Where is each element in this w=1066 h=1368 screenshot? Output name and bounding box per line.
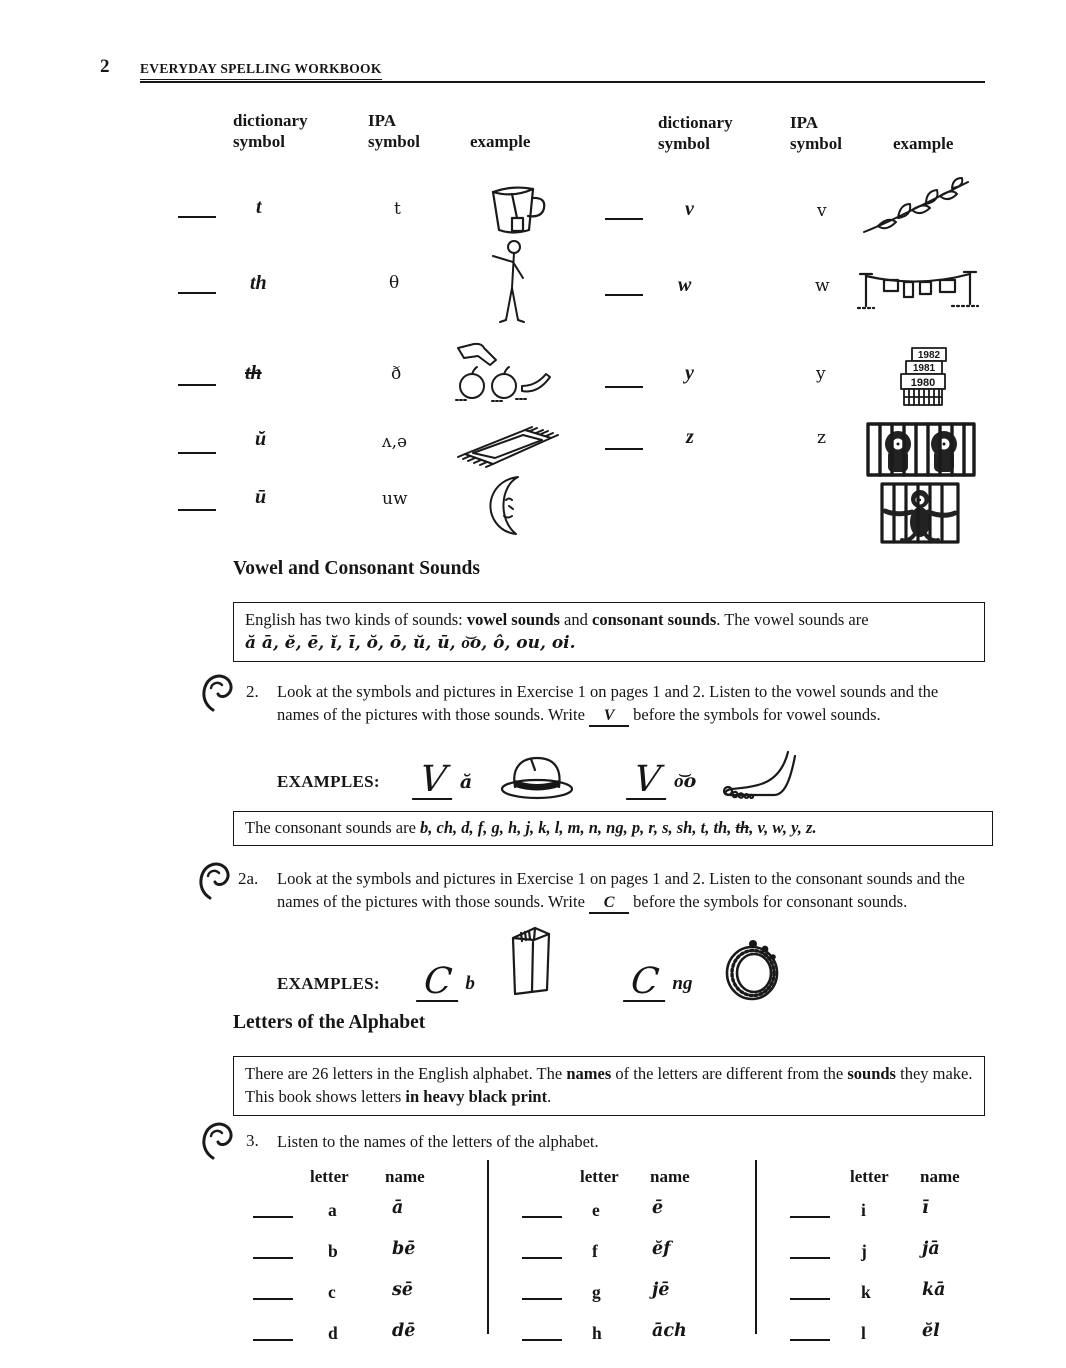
alpha-letter: i [861,1200,866,1220]
vowel-rule-box [233,602,985,662]
col-header-line: symbol [790,134,842,154]
col-header-line: IPA [368,111,397,130]
calendar-year-label: 1981 [912,363,936,374]
col-header-dictionary-symbol [658,112,733,155]
ear-icon [200,1122,234,1162]
answer-blank [790,1257,830,1259]
alpha-header-letter: letter [850,1167,889,1186]
dict-symbol: v [685,198,694,220]
ear-icon [197,862,231,902]
exercise2a-instructions [277,867,982,914]
alpha-letter: g [592,1282,601,1302]
column-divider [487,1160,489,1334]
box-text: . [547,1086,552,1106]
alpha-letter: h [592,1323,602,1343]
dict-symbol: th [250,272,267,294]
alpha-header-name: name [920,1167,960,1186]
running-head: EVERYDAY SPELLING WORKBOOK [140,61,382,80]
alpha-letter: a [328,1200,337,1220]
consonant-list: b, ch, d, f, g, h, j, k, l, m, n, ng, p, r, s, sh, t, th, [420,818,736,837]
col-header-line: dictionary [658,113,733,132]
calendar-year-label: 1980 [910,377,936,389]
answer-blank [605,294,643,296]
alpha-name: bē [392,1239,416,1259]
example-symbol: ă [459,771,473,793]
alpha-name: ī [922,1198,929,1218]
dict-symbol: th [245,362,262,384]
col-header-ipa-symbol [790,112,842,155]
examples-label: EXAMPLES: [277,772,380,791]
col-header-line: symbol [658,134,710,154]
box-text-bold: names [566,1064,612,1083]
example-answer-letter: V [626,762,670,800]
clothesline-image [856,264,980,312]
answer-blank [790,1298,830,1300]
alpha-name: sē [392,1280,413,1300]
consonant-rule-box [233,811,993,846]
box-text: and [559,610,592,629]
answer-blank [178,452,216,454]
answer-blank [253,1339,293,1341]
instruction-text: before the symbols for vowel sounds. [629,705,881,725]
write-in-blank: V [589,709,629,726]
alpha-letter: d [328,1323,338,1343]
letters-rule-box [233,1056,985,1116]
alpha-header-letter: letter [310,1167,349,1186]
alpha-letter: k [861,1282,871,1302]
answer-blank [790,1216,830,1218]
box-text: of the letters are different from the [611,1064,848,1083]
hat-image [498,754,576,800]
alpha-header-name: name [385,1167,425,1186]
ipa-symbol: y [816,364,826,384]
instruction-text: before the symbols for consonant sounds. [629,892,908,912]
box-text: There are 26 letters in the English alphabet. The [245,1064,567,1083]
alpha-name: dē [392,1321,416,1341]
alpha-name: āch [652,1321,687,1341]
answer-blank [253,1298,293,1300]
col-header-line: symbol [233,132,285,152]
instruction-text: Look at the symbols and pictures in Exercise 1 on pages 1 and 2. Listen to the consonant sounds and the names of the pictures with those sounds. Write [277,869,965,912]
vowel-symbol-list: ă ā, ĕ, ē, ĭ, ī, ŏ, ō, ŭ, ū, o͝o, ô, ou, oi. [245,632,576,653]
alpha-header-name: name [650,1167,690,1186]
alpha-name: ē [652,1198,664,1218]
answer-blank [178,292,216,294]
example-symbol: ng [672,973,693,994]
ipa-symbol: θ [389,273,400,293]
box-text-bold: sounds [847,1064,896,1083]
alpha-name: kā [922,1280,946,1300]
dict-symbol: w [678,274,692,296]
box-text-bold: consonant sounds [592,610,717,629]
consonant-th-strike: th [735,818,750,837]
col-header-line: symbol [368,132,420,152]
col-header-line: IPA [790,113,819,132]
hand-pointing-fruits-image [444,340,556,404]
box-text: The consonant sounds are [245,818,421,837]
exercise3-instructions: Listen to the names of the letters of the alphabet. [277,1132,599,1151]
example-answer-letter: C [623,964,669,1002]
page-number: 2 [100,56,110,77]
ring-image [723,936,781,1002]
lions-cage-image [866,422,976,478]
alpha-header-letter: letter [580,1167,619,1186]
section-heading-letters: Letters of the Alphabet [233,1012,426,1033]
exercise-number: 3. [246,1131,259,1150]
ipa-symbol: ʌ,ə [382,432,408,452]
alpha-letter: b [328,1241,338,1261]
calendar-year-label: 1982 [917,350,941,361]
answer-blank [178,509,216,511]
examples-row-consonant [277,920,781,1002]
col-header-example: example [893,134,954,153]
ipa-symbol: t [394,199,401,219]
dict-symbol: y [685,362,694,384]
col-header-ipa-symbol [368,110,420,153]
ipa-symbol: w [815,276,830,296]
alpha-letter: j [861,1241,867,1261]
box-text: English has two kinds of sounds: [245,610,467,629]
foot-image [718,748,800,800]
example-answer-letter: V [412,762,456,800]
moon-image [486,474,530,538]
answer-blank [253,1216,293,1218]
consonant-list: , v, w, y, z. [749,818,817,837]
alpha-name: ĕl [922,1321,940,1341]
answer-blank [605,448,643,450]
answer-blank [522,1298,562,1300]
box-text-bold: in heavy black print [405,1086,548,1106]
alpha-name: jā [922,1239,940,1259]
ipa-symbol: uw [382,489,408,509]
answer-blank [253,1257,293,1259]
cup-image [476,180,552,244]
rug-image [449,422,561,472]
dict-symbol: ū [255,486,267,508]
alpha-letter: c [328,1282,336,1302]
col-header-dictionary-symbol [233,110,308,153]
alpha-letter: f [592,1241,598,1261]
person-pointing-image [487,238,533,326]
answer-blank [790,1339,830,1341]
examples-row-vowel [277,738,800,800]
exercise-number: 2. [246,682,259,701]
ipa-symbol: ð [391,364,402,384]
box-text: . The vowel sounds are [716,610,869,629]
ear-icon [200,674,234,714]
dict-symbol: z [686,426,694,448]
alpha-letter: e [592,1200,600,1220]
answer-blank [522,1216,562,1218]
box-text: they make. This book shows letters [245,1064,973,1106]
col-header-example: example [470,132,531,151]
examples-label: EXAMPLES: [277,974,380,993]
header-rule [140,81,985,83]
example-answer-letter: C [416,964,462,1002]
answer-blank [522,1339,562,1341]
column-divider [755,1160,757,1334]
answer-blank [178,384,216,386]
col-header-line: dictionary [233,111,308,130]
calendar-years-image [896,346,960,410]
answer-blank [605,386,643,388]
box-text-bold: vowel sounds [466,610,560,629]
alpha-name: ĕf [652,1239,671,1259]
alpha-name: jē [652,1280,670,1300]
alpha-letter: l [861,1323,866,1343]
ipa-symbol: z [817,428,826,448]
answer-blank [522,1257,562,1259]
dict-symbol: t [256,196,262,218]
answer-blank [178,216,216,218]
ipa-symbol: v [817,201,827,221]
dict-symbol: ŭ [255,428,267,450]
paper-bag-image [501,922,559,1002]
write-in-blank: C [589,896,629,913]
exercise-number: 2a. [238,869,259,888]
example-symbol: b [465,973,475,994]
alpha-name: ā [392,1198,404,1218]
monkey-cage-image [878,482,962,546]
section-heading-vowel-consonant: Vowel and Consonant Sounds [233,558,480,579]
instruction-text: Look at the symbols and pictures in Exercise 1 on pages 1 and 2. Listen to the vowel sounds and the names of the pictures with those sounds. Write [277,682,939,725]
answer-blank [605,218,643,220]
exercise2-instructions [277,680,980,727]
vine-image [860,176,972,236]
example-symbol: o͝o [674,770,697,792]
